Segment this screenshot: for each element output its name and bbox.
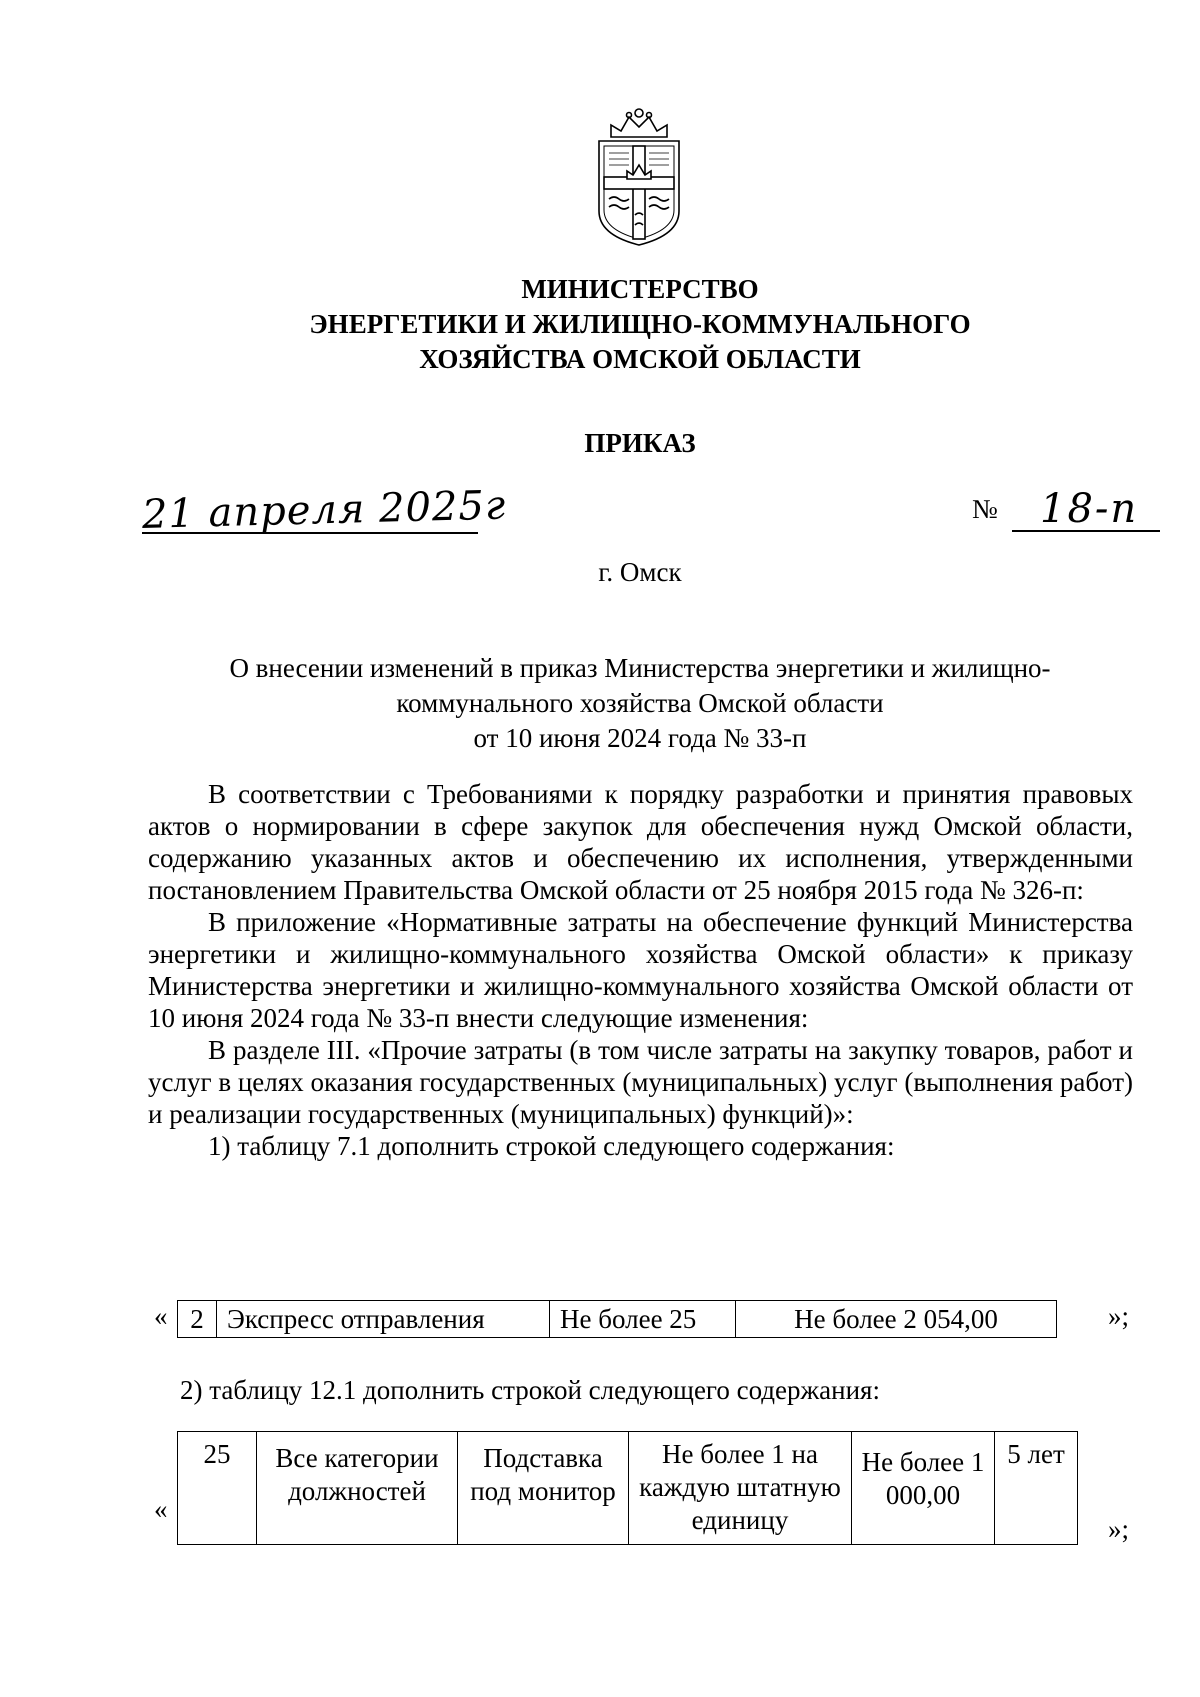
subject-heading [180,651,1100,756]
date-underline [142,532,478,534]
item1-cell-price: Не более 2 054,00 [736,1301,1057,1338]
item2-cell-price: Не более 1 000,00 [852,1432,995,1545]
item2-text: 2) таблицу 12.1 дополнить строкой следующего содержания: [180,1375,880,1405]
item2-table-row [177,1431,1078,1545]
item1-cell-name: Экспресс отправления [217,1301,550,1338]
body-paragraph-2: В приложение «Нормативные затраты на обеспечение функций Министерства энергетики и жилищно-коммунального хозяйства Омской области» к приказу Министерства энергетики и жилищно-коммунального хозяйства Омской области от 10 июня 2024 года № 33-п внести следующие изменения: [148,907,1133,1033]
item1-open-quote: « [154,1301,168,1331]
body-paragraph-3: В разделе III. «Прочие затраты (в том числе затраты на закупку товаров, работ и услуг в целях оказания государственных (муниципальных) услуг (выполнения работ) и реализации государственных (муниципальных) функций)»: [148,1035,1133,1129]
coat-of-arms-icon [583,103,695,249]
item1-cell-number: 2 [178,1301,217,1338]
ministry-header-line3: ХОЗЯЙСТВА ОМСКОЙ ОБЛАСТИ [419,344,861,374]
handwritten-number: 18-п [1040,486,1139,532]
ministry-header [0,272,1200,377]
ministry-header-line2: ЭНЕРГЕТИКИ И ЖИЛИЩНО-КОММУНАЛЬНОГО [309,309,971,339]
body-text [148,778,1133,1162]
body-paragraph-1: В соответствии с Требованиями к порядку разработки и принятия правовых актов о нормировании в сфере закупок для обеспечения нужд Омской области, содержанию указанных актов и обеспечению их исполнения, утвержденными постановлением Правительства Омской области от 25 ноября 2015 года № 326-п: [148,779,1133,905]
item2-cell-number: 25 [178,1432,257,1545]
item1-table-row [177,1300,1057,1338]
item2-cell-term: 5 лет [995,1432,1078,1545]
handwritten-date: 21 апреля 2025г [141,482,507,538]
subject-line1: О внесении изменений в приказ Министерства энергетики и жилищно- [229,653,1051,683]
subject-line3: от 10 июня 2024 года № 33-п [473,723,807,753]
number-underline [1012,530,1160,532]
item2-open-quote: « [154,1494,168,1524]
ministry-header-line1: МИНИСТЕРСТВО [521,274,759,304]
item2-cell-category: Все категории должностей [257,1432,458,1545]
item2-cell-quantity: Не более 1 на каждую штатную единицу [629,1432,852,1545]
order-title: ПРИКАЗ [584,428,696,458]
item2-close-quote: »; [1108,1514,1130,1544]
table-row [178,1301,1057,1338]
subject-line2: коммунального хозяйства Омской области [396,688,884,718]
number-label: № [972,494,998,524]
item1-close-quote: »; [1108,1301,1130,1331]
city: г. Омск [598,557,682,587]
table-row [178,1432,1078,1545]
item1-cell-quantity: Не более 25 [550,1301,736,1338]
item1-text: 1) таблицу 7.1 дополнить строкой следующего содержания: [208,1131,895,1161]
item2-cell-name: Подставка под монитор [458,1432,629,1545]
